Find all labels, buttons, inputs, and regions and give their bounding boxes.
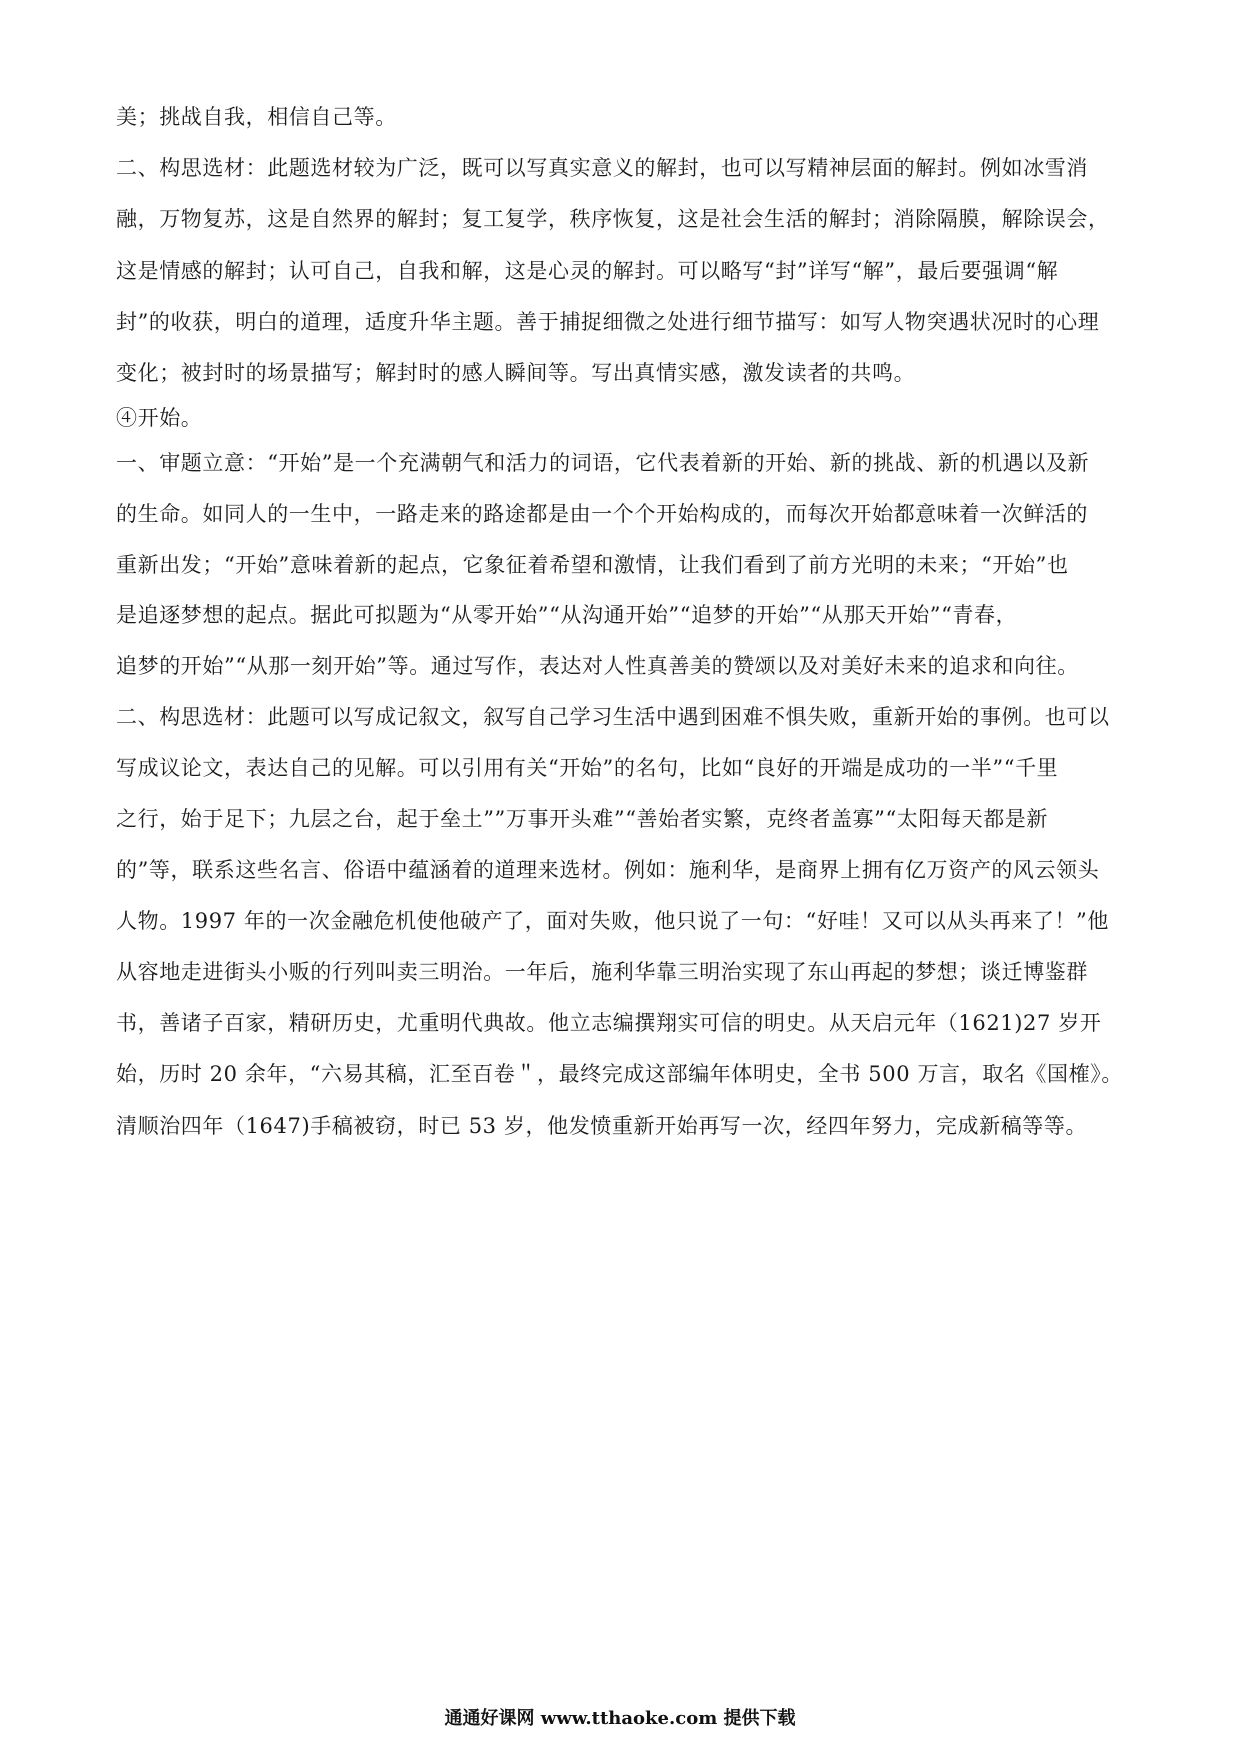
- text-line: 的”等，联系这些名言、俗语中蕴涵着的道理来选材。例如：施利华，是商界上拥有亿万资产的风云领头: [116, 858, 1100, 882]
- text-line: 之行，始于足下；九层之台，起于垒土””万事开头难”“善始者实繁，克终者盖寡”“太阳每天都是新: [116, 807, 1049, 831]
- text-line: 二、构思选材：此题可以写成记叙文，叙写自己学习生活中遇到困难不惧失败，重新开始的事例。也可以: [116, 705, 1110, 729]
- text-line: 融，万物复苏，这是自然界的解封；复工复学，秩序恢复，这是社会生活的解封；消除隔膜，解除误会，: [116, 207, 1110, 231]
- section-heading: ④开始。: [116, 406, 203, 430]
- text-line: 变化；被封时的场景描写；解封时的感人瞬间等。写出真情实感，激发读者的共鸣。: [116, 361, 916, 385]
- text-line: 书，善诸子百家，精研历史，尤重明代典故。他立志编撰翔实可信的明史。从天启元年（1621)27 岁开: [116, 1011, 1102, 1035]
- text-line: 是追逐梦想的起点。据此可拟题为“从零开始”“从沟通开始”“追梦的开始”“从那天开始”“青春，: [116, 603, 1018, 627]
- text-line: 从容地走进街头小贩的行列叫卖三明治。一年后，施利华靠三明治实现了东山再起的梦想；谈迁博鉴群: [116, 960, 1088, 984]
- text-line: 二、构思选材：此题选材较为广泛，既可以写真实意义的解封，也可以写精神层面的解封。例如冰雪消: [116, 156, 1088, 180]
- text-line: 的生命。如同人的一生中，一路走来的路途都是由一个个开始构成的，而每次开始都意味着一次鲜活的: [116, 502, 1088, 526]
- text-line: 清顺治四年（1647)手稿被窃，时已 53 岁，他发愤重新开始再写一次，经四年努力，完成新稿等等。: [116, 1114, 1088, 1138]
- text-line: 重新出发；“开始”意味着新的起点，它象征着希望和激情，让我们看到了前方光明的未来；“开始”也: [116, 553, 1069, 577]
- text-line: 一、审题立意：“开始”是一个充满朝气和活力的词语，它代表着新的开始、新的挑战、新的机遇以及新: [116, 451, 1090, 475]
- text-line: 这是情感的解封；认可自己，自我和解，这是心灵的解封。可以略写“封”详写“解”，最后要强调“解: [116, 259, 1059, 283]
- text-line: 人物。1997 年的一次金融危机使他破产了，面对失败，他只说了一句：“好哇！又可以从头再来了！”他: [116, 909, 1109, 933]
- text-line: 封”的收获，明白的道理，适度升华主题。善于捕捉细微之处进行细节描写：如写人物突遇状况时的心理: [116, 310, 1100, 334]
- text-line: 写成议论文，表达自己的见解。可以引用有关“开始”的名句，比如“良好的开端是成功的一半”“千里: [116, 756, 1059, 780]
- text-line: 美；挑战自我，相信自己等。: [116, 105, 397, 129]
- text-line: 追梦的开始”“从那一刻开始”等。通过写作，表达对人性真善美的赞颂以及对美好未来的追求和向往。: [116, 654, 1079, 678]
- page-footer: 通通好课网 www.tthaoke.com 提供下载: [444, 1708, 796, 1729]
- text-line: 始，历时 20 余年，“六易其稿，汇至百卷＂，最终完成这部编年体明史，全书 500 万言，取名《国榷》。: [116, 1062, 1123, 1086]
